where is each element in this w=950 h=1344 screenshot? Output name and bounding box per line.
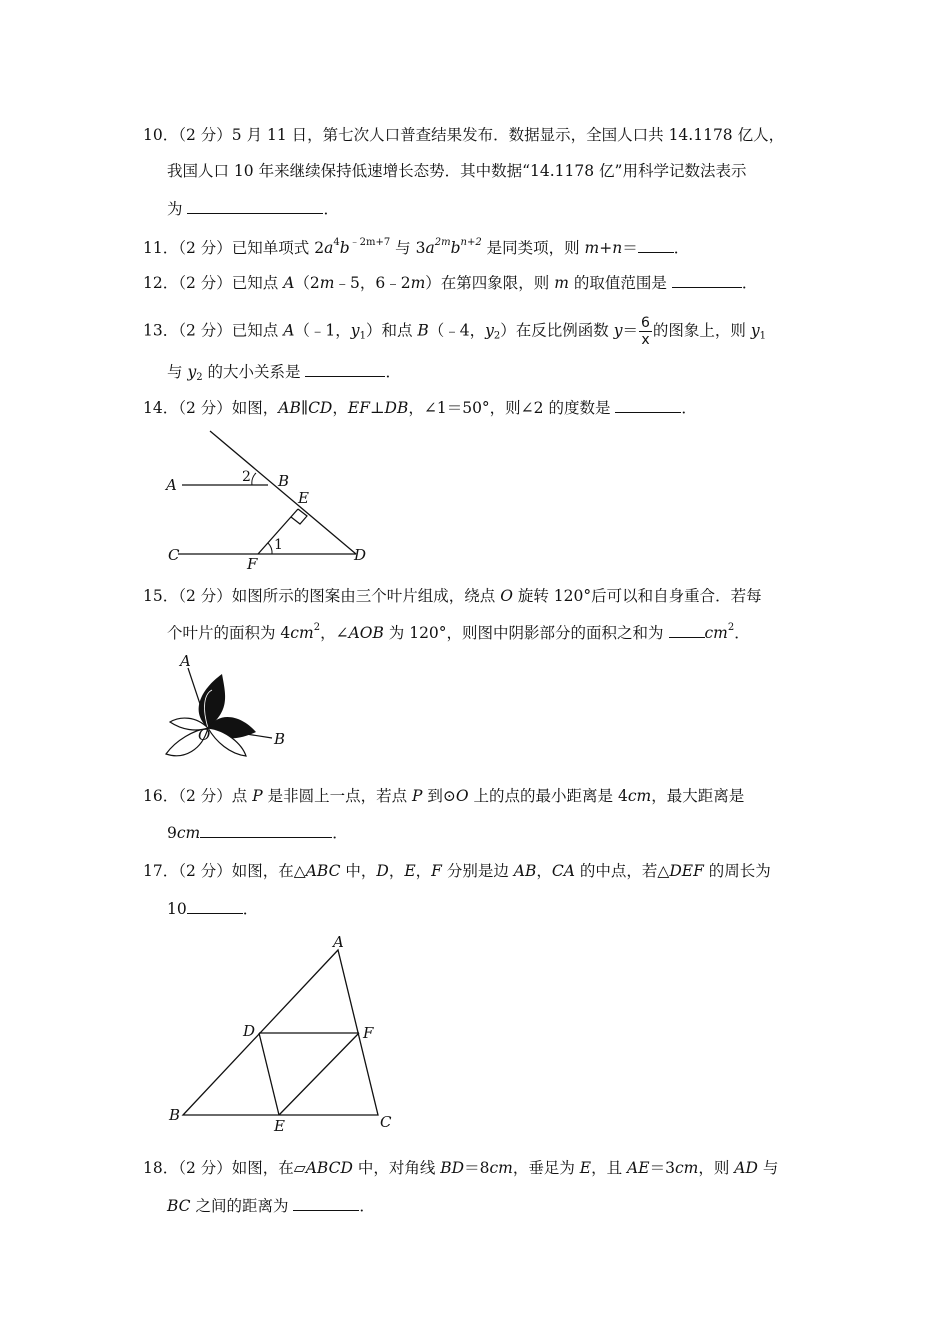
q15-answer-blank[interactable]	[669, 623, 705, 638]
q10-line3: 为 ．	[167, 200, 339, 218]
q10-answer-blank[interactable]	[187, 199, 323, 214]
q17-answer-blank[interactable]	[187, 899, 243, 914]
label-A: A	[333, 933, 344, 951]
label-O: O	[198, 726, 211, 744]
q18-line1: 18．（2 分）如图，在▱ABCD 中，对角线 BD＝8cm，垂足为 E，且 AE＝3cm，则 AD 与	[143, 1159, 779, 1177]
q11-answer-blank[interactable]	[638, 238, 674, 253]
label-E: E	[274, 1117, 285, 1135]
q10-line2: 我国人口 10 年来继续保持低速增长态势．其中数据“14.1178 亿”用科学记数法表示	[167, 162, 747, 180]
q18-line2: BC 之间的距离为 ．	[167, 1197, 375, 1215]
q18-answer-blank[interactable]	[293, 1196, 359, 1211]
label-A: A	[180, 652, 191, 670]
label-angle-1: 1	[274, 537, 283, 553]
q13-line2: 与 $y_2$ 的大小关系是 ．	[167, 363, 401, 383]
q17-line1: 17．（2 分）如图，在△ABC 中，D，E，F 分别是边 AB，CA 的中点，若△DEF 的周长为	[143, 862, 771, 880]
label-F: F	[247, 555, 258, 573]
label-C: C	[380, 1113, 392, 1131]
q16-answer-blank[interactable]	[200, 823, 332, 838]
segment-EF	[279, 1033, 359, 1115]
label-D: D	[354, 546, 367, 564]
label-B: B	[278, 472, 290, 490]
q10-line1: 10．（2 分）5 月 11 日，第七次人口普查结果发布．数据显示，全国人口共 14.1178 亿人，	[143, 126, 785, 144]
q14-figure-parallel-lines	[160, 425, 380, 575]
fraction-6-over-x: $\frac{6}{x}$	[641, 315, 650, 348]
q14-answer-blank[interactable]	[615, 398, 681, 413]
q13-line1: 13．（2 分）已知点 A（﹣1，$y_1$）和点 B（﹣4，$y_2$）在反比例函数 y＝ $\frac{6}{x}$ 的图象上，则 $y_1$	[143, 315, 766, 348]
q12-line: 12．（2 分）已知点 A（2m﹣5，6﹣2m）在第四象限，则 m 的取值范围是 ．	[143, 274, 758, 292]
label-B: B	[169, 1106, 181, 1124]
q15-line2: 个叶片的面积为 $4cm^2$，∠AOB 为 120°，则图中阴影部分的面积之和为 $cm^2$．	[167, 622, 750, 642]
line-DB	[210, 431, 356, 554]
q16-line2: 9cm ．	[167, 824, 348, 842]
q17-line2: 10 ．	[167, 900, 259, 918]
q16-line1: 16．（2 分）点 P 是非圆上一点，若点 P 到⊙O 上的点的最小距离是 4cm，最大距离是	[143, 787, 745, 805]
label-B: B	[274, 730, 286, 748]
label-C: C	[168, 546, 180, 564]
angle-1-arc	[268, 543, 272, 554]
angle-2-arc	[252, 473, 256, 485]
q13-answer-blank[interactable]	[305, 362, 385, 377]
q17-figure-triangle	[165, 930, 405, 1135]
label-angle-2: 2	[242, 469, 251, 485]
q15-figure-leaves	[160, 650, 300, 765]
q12-answer-blank[interactable]	[672, 273, 742, 288]
label-F: F	[363, 1024, 374, 1042]
segment-DE	[259, 1033, 279, 1115]
q15-line1: 15．（2 分）如图所示的图案由三个叶片组成，绕点 O 旋转 120°后可以和自身重合．若每	[143, 587, 762, 605]
q14-line: 14．（2 分）如图，AB∥CD，EF⊥DB，∠1＝50°，则∠2 的度数是 ．	[143, 399, 697, 417]
q11-line: 11．（2 分）已知单项式 $2a^4b^{﹣2m+7}$ 与 $3a^{2m}b^{n+2}$ 是同类项，则 m+n＝ ．	[143, 237, 690, 257]
label-A: A	[166, 476, 177, 494]
label-D: D	[243, 1022, 256, 1040]
label-E: E	[298, 489, 309, 507]
